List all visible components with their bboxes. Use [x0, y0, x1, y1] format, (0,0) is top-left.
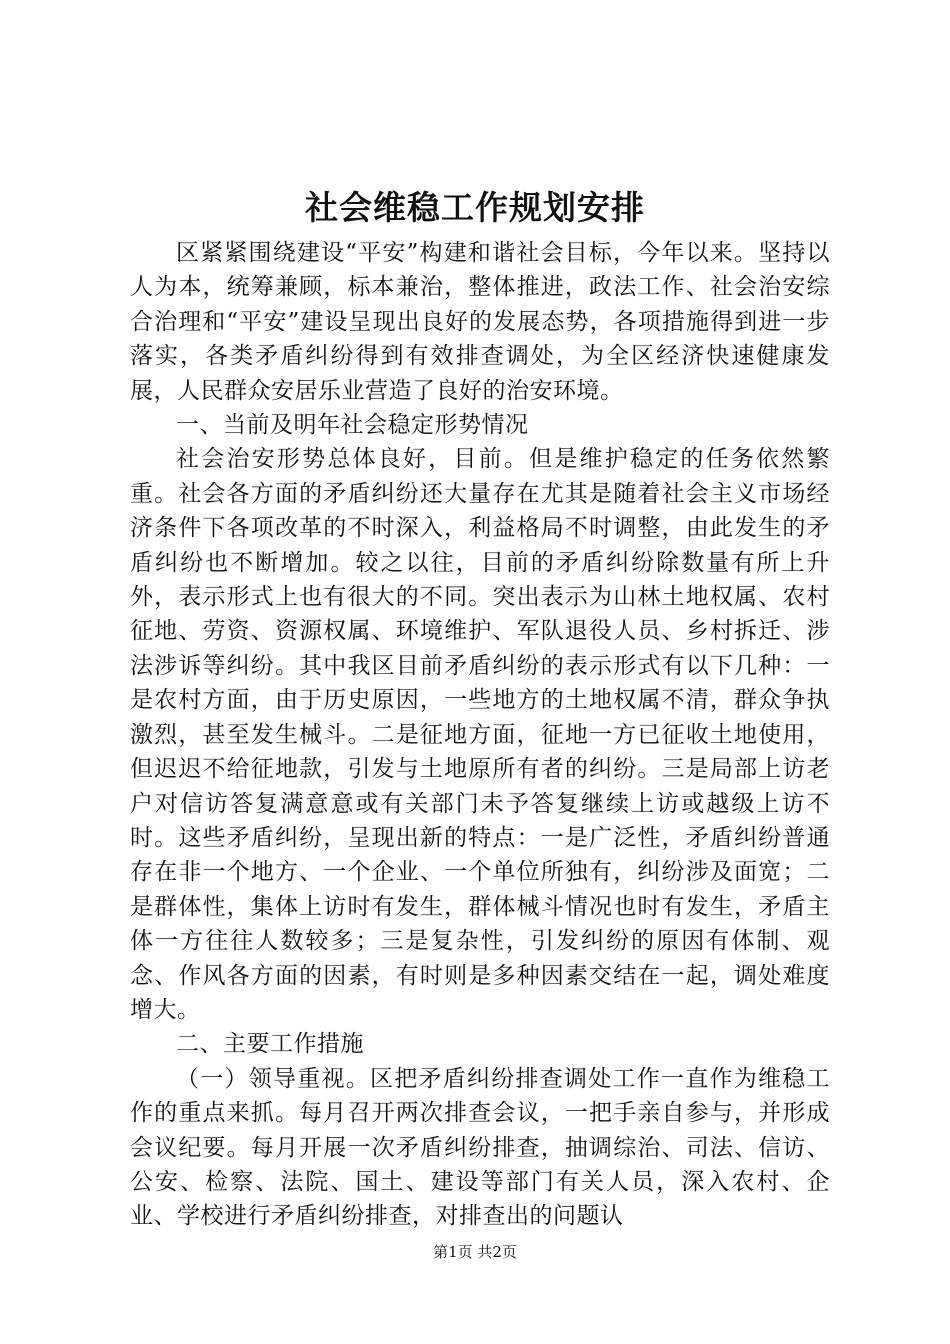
section-heading-1: 一、当前及明年社会稳定形势情况 — [176, 412, 529, 439]
page-footer: 第1页 共2页 — [433, 1243, 517, 1261]
document-body — [130, 236, 830, 1234]
section-heading-2: 二、主要工作措施 — [176, 1031, 364, 1058]
paragraph-measures-1: （一）领导重视。区把矛盾纠纷排查调处工作一直作为维稳工作的重点来抓。每月召开两次排查会议，一把手亲自参与，并形成会议纪要。每月开展一次矛盾纠纷排查，抽调综治、司法、信访、公安、检察、法院、国土、建设等部门有关人员，深入农村、企业、学校进行矛盾纠纷排查，对排查出的问题认 — [130, 1065, 830, 1230]
paragraph-intro: 区紧紧围绕建设“平安”构建和谐社会目标，今年以来。坚持以人为本，统筹兼顾，标本兼治，整体推进，政法工作、社会治安综合治理和“平安”建设呈现出良好的发展态势，各项措施得到进一步落实，各类矛盾纠纷得到有效排查调处，为全区经济快速健康发展，人民群众安居乐业营造了良好的治安环境。 — [130, 240, 830, 404]
document-title: 社会维稳工作规划安排 — [305, 188, 645, 227]
paragraph-situation: 社会治安形势总体良好，目前。但是维护稳定的任务依然繁重。社会各方面的矛盾纠纷还大量存在尤其是随着社会主义市场经济条件下各项改革的不时深入，利益格局不时调整，由此发生的矛盾纠纷也不断增加。较之以往，目前的矛盾纠纷除数量有所上升外，表示形式上也有很大的不同。突出表示为山林土地权属、农村征地、劳资、资源权属、环境维护、军队退役人员、乡村拆迁、涉法涉诉等纠纷。其中我区目前矛盾纠纷的表示形式有以下几种：一是农村方面，由于历史原因，一些地方的土地权属不清，群众争执激烈，甚至发生械斗。二是征地方面，征地一方已征收土地使用，但迟迟不给征地款，引发与土地原所有者的纠纷。三是局部上访老户对信访答复满意意或有关部门未予答复继续上访或越级上访不时。这些矛盾纠纷，呈现出新的特点：一是广泛性，矛盾纠纷普通存在非一个地方、一个企业、一个单位所独有，纠纷涉及面宽；二是群体性，集体上访时有发生，群体械斗情况也时有发生，矛盾主体一方往往人数较多；三是复杂性，引发纠纷的原因有体制、观念、作风各方面的因素，有时则是多种因素交结在一起，调处难度增大。 — [130, 446, 830, 1023]
